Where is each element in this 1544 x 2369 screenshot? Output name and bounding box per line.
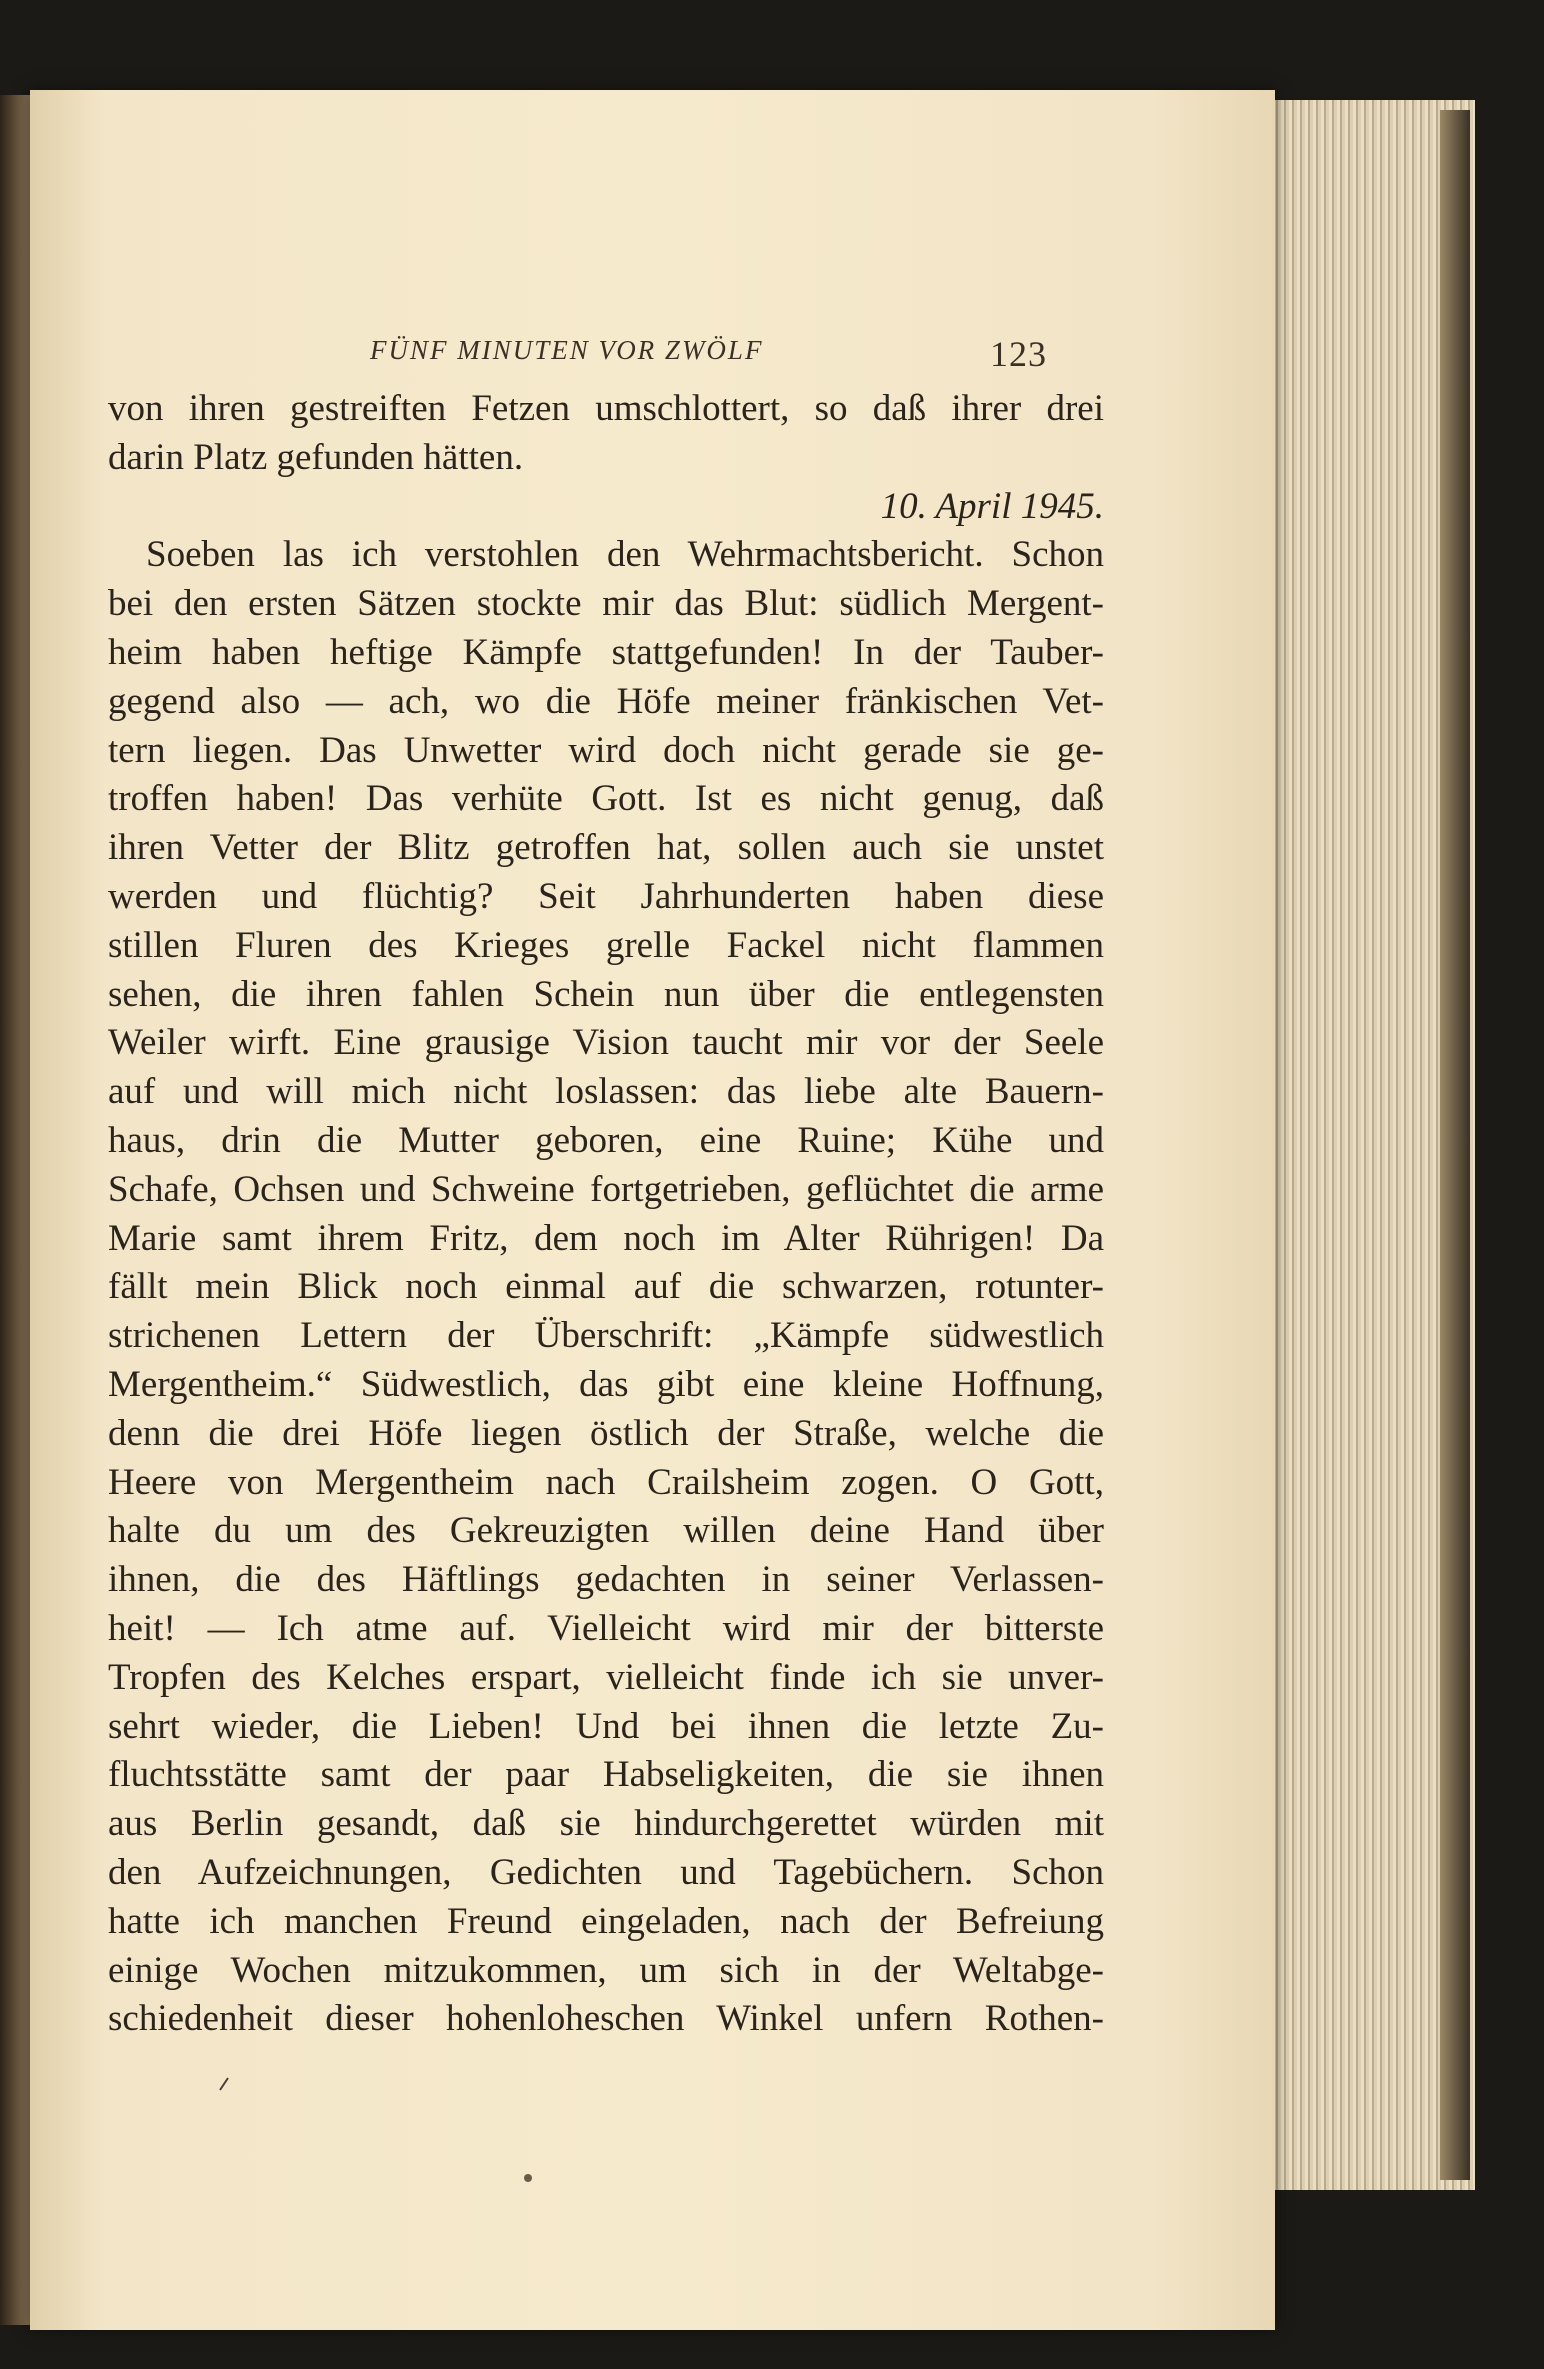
text-line: Schafe, Ochsen und Schweine fortgetrieben, geflüchtet die arme — [108, 1168, 1104, 1210]
text-line: sehen, die ihren fahlen Schein nun über die entlegensten — [108, 973, 1104, 1015]
text-line: fluchtsstätte samt der paar Habseligkeiten, die sie ihnen — [108, 1754, 1104, 1796]
text-line: Soeben las ich verstohlen den Wehrmachtsbericht. Schon — [146, 534, 1104, 576]
text-line: strichenen Lettern der Überschrift: „Kämpfe südwestlich — [108, 1315, 1104, 1357]
diary-date: 10. April 1945. — [880, 485, 1104, 527]
text-line: tern liegen. Das Unwetter wird doch nicht gerade sie ge- — [108, 729, 1104, 771]
text-line: einige Wochen mitzukommen, um sich in der Weltabge- — [108, 1949, 1104, 1991]
text-line: hatte ich manchen Freund eingeladen, nach der Befreiung — [108, 1900, 1104, 1942]
text-line: von ihren gestreiften Fetzen umschlottert, so daß ihrer drei — [108, 388, 1104, 429]
text-line: haus, drin die Mutter geboren, eine Ruine; Kühe und — [108, 1119, 1104, 1161]
text-line: heit! — Ich atme auf. Vielleicht wird mir der bitterste — [108, 1607, 1104, 1649]
text-line: Tropfen des Kelches erspart, vielleicht finde ich sie unver- — [108, 1656, 1104, 1698]
text-line: halte du um des Gekreuzigten willen deine Hand über — [108, 1510, 1104, 1552]
text-line: Heere von Mergentheim nach Crailsheim zogen. O Gott, — [108, 1461, 1104, 1503]
book-page — [30, 90, 1275, 2330]
text-line: bei den ersten Sätzen stockte mir das Blut: südlich Mergent- — [108, 583, 1104, 625]
text-line: Marie samt ihrem Fritz, dem noch im Alter Rührigen! Da — [108, 1217, 1104, 1259]
text-line: darin Platz gefunden hätten. — [108, 436, 524, 478]
page-edges-shadow — [1440, 110, 1470, 2180]
text-line: fällt mein Blick noch einmal auf die schwarzen, rotunter- — [108, 1266, 1104, 1308]
text-line: heim haben heftige Kämpfe stattgefunden! In der Tauber- — [108, 631, 1104, 673]
body-text — [108, 385, 1104, 2044]
text-line: auf und will mich nicht loslassen: das liebe alte Bauern- — [108, 1071, 1104, 1113]
text-line: den Aufzeichnungen, Gedichten und Tagebüchern. Schon — [108, 1851, 1104, 1893]
text-line: denn die drei Höfe liegen östlich der Straße, welche die — [108, 1412, 1104, 1454]
text-line: werden und flüchtig? Seit Jahrhunderten haben diese — [108, 875, 1104, 917]
paper-specks — [210, 2060, 540, 2200]
text-line: ihren Vetter der Blitz getroffen hat, sollen auch sie unstet — [108, 827, 1104, 869]
text-line: troffen haben! Das verhüte Gott. Ist es nicht genug, daß — [108, 778, 1104, 820]
text-line: Weiler wirft. Eine grausige Vision taucht mir vor der Seele — [108, 1022, 1104, 1064]
text-line: stillen Fluren des Krieges grelle Fackel nicht flammen — [108, 924, 1104, 966]
text-line: aus Berlin gesandt, daß sie hindurchgerettet würden mit — [108, 1803, 1104, 1845]
page-header — [370, 335, 1090, 385]
text-line: sehrt wieder, die Lieben! Und bei ihnen die letzte Zu- — [108, 1705, 1104, 1747]
text-line: Mergentheim.“ Südwestlich, das gibt eine kleine Hoffnung, — [108, 1363, 1104, 1405]
text-line: gegend also — ach, wo die Höfe meiner fränkischen Vet- — [108, 680, 1104, 722]
page-number: 123 — [990, 334, 1047, 374]
running-head: FÜNF MINUTEN VOR ZWÖLF — [370, 335, 764, 365]
text-line: ihnen, die des Häftlings gedachten in seiner Verlassen- — [108, 1559, 1104, 1601]
text-line: schiedenheit dieser hohenloheschen Winkel unfern Rothen- — [108, 1998, 1104, 2040]
